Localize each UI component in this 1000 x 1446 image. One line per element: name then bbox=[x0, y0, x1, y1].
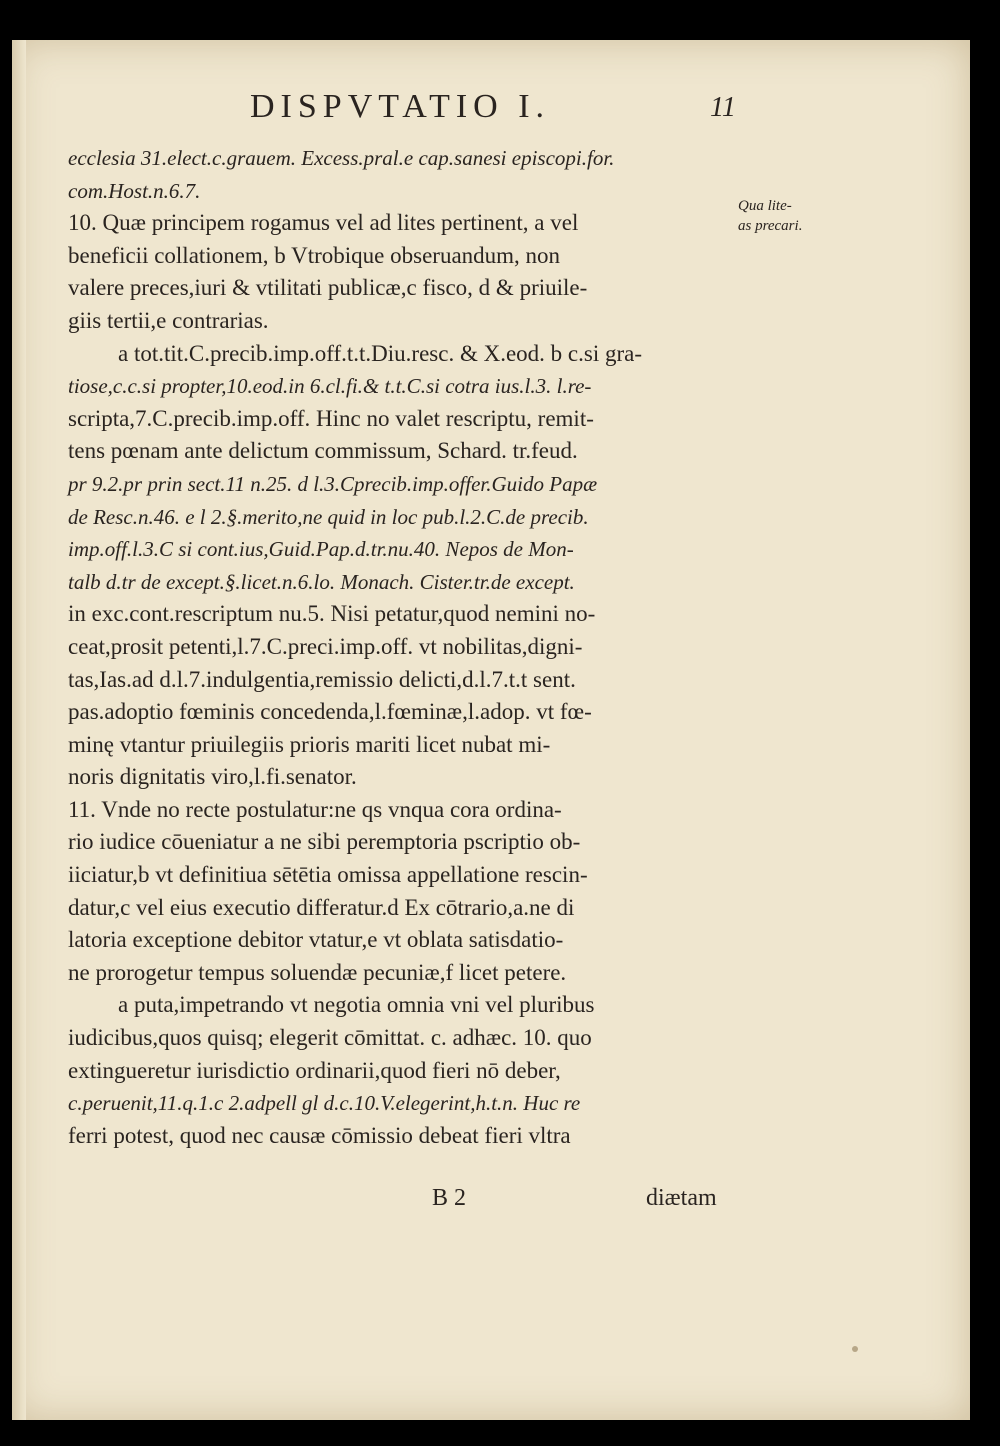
text-line: imp.off.l.3.C si cont.ius,Guid.Pap.d.tr.nu.40. Nepos de Mon- bbox=[68, 537, 574, 562]
text-line: com.Host.n.6.7. bbox=[68, 178, 201, 203]
text-line: noris dignitatis viro,l.fi.senator. bbox=[68, 764, 357, 790]
text-line: a puta,impetrando vt negotia omnia vni vel pluribus bbox=[118, 992, 595, 1018]
text-line: ferri potest, quod nec causæ cōmissio debeat fieri vltra bbox=[68, 1122, 571, 1148]
body-text bbox=[68, 142, 748, 1152]
page-gutter bbox=[12, 40, 26, 1420]
text-line: ecclesia 31.elect.c.grauem. Excess.pral.e cap.sanesi episcopi.for. bbox=[68, 146, 615, 170]
running-title: DISPVTATIO I. bbox=[250, 88, 551, 125]
text-line: 10. Quæ principem rogamus vel ad lites pertinent, a vel bbox=[68, 210, 579, 236]
text-line: tiose,c.c.si propter,10.eod.in 6.cl.fi.& t.t.C.si cotra ius.l.3. l.re- bbox=[68, 374, 592, 399]
text-line: minę vtantur priuilegiis prioris mariti licet nubat mi- bbox=[68, 731, 551, 757]
text-line: datur,c vel eius executio differatur.d Ex cōtrario,a.ne di bbox=[68, 894, 575, 920]
text-line: ceat,prosit petenti,l.7.C.preci.imp.off. vt nobilitas,digni- bbox=[68, 633, 583, 659]
text-line: giis tertii,e contrarias. bbox=[68, 307, 269, 333]
text-line: iudicibus,quos quisq; elegerit cōmittat. c. adhæc. 10. quo bbox=[68, 1025, 592, 1051]
text-line: pas.adoptio fœminis concedenda,l.fœminæ,l.adop. vt fœ- bbox=[68, 699, 592, 725]
text-line: tens pœnam ante delictum commissum, Schard. tr.feud. bbox=[68, 438, 578, 464]
marginal-note-line-2: as precari. bbox=[738, 218, 803, 234]
text-line: valere preces,iuri & vtilitati publicæ,c fisco, d & priuile- bbox=[68, 275, 588, 301]
text-line: extingueretur iurisdictio ordinarii,quod fieri nō deber, bbox=[68, 1057, 561, 1083]
text-line: 11. Vnde no recte postulatur:ne qs vnqua cora ordina- bbox=[68, 796, 562, 822]
text-line: a tot.tit.C.precib.imp.off.t.t.Diu.resc. & X.eod. b c.si gra- bbox=[118, 340, 642, 366]
text-line: c.peruenit,11.q.1.c 2.adpell gl d.c.10.V.elegerint,h.t.n. Huc re bbox=[68, 1091, 581, 1116]
text-line: rio iudice cōueniatur a ne sibi peremptoria pscriptio ob- bbox=[68, 829, 581, 855]
folio-number: 11 bbox=[710, 92, 736, 123]
signature-mark: B 2 bbox=[432, 1185, 467, 1211]
text-line: pr 9.2.pr prin sect.11 n.25. d l.3.Cprecib.imp.offer.Guido Papæ bbox=[68, 471, 598, 496]
text-line: talb d.tr de except.§.licet.n.6.lo. Monach. Cister.tr.de except. bbox=[68, 569, 575, 594]
text-line: latoria exceptione debitor vtatur,e vt oblata satisdatio- bbox=[68, 927, 564, 953]
marginal-note-line-1: Qua lite- bbox=[738, 198, 792, 214]
text-line: iiciatur,b vt definitiua sētētia omissa appellatione rescin- bbox=[68, 862, 588, 888]
text-line: de Resc.n.46. e l 2.§.merito,ne quid in loc pub.l.2.C.de precib. bbox=[68, 504, 589, 529]
text-line: in exc.cont.rescriptum nu.5. Nisi petatur,quod nemini no- bbox=[68, 601, 596, 627]
text-line: scripta,7.C.precib.imp.off. Hinc no valet rescriptu, remit- bbox=[68, 405, 594, 431]
text-line: tas,Ias.ad d.l.7.indulgentia,remissio delicti,d.l.7.t.t sent. bbox=[68, 666, 576, 692]
paper-stain bbox=[852, 1346, 858, 1352]
text-line: ne prorogetur tempus soluendæ pecuniæ,f licet petere. bbox=[68, 959, 567, 985]
text-line: beneficii collationem, b Vtrobique obseruandum, non bbox=[68, 242, 561, 268]
catchword: diætam bbox=[646, 1185, 717, 1211]
